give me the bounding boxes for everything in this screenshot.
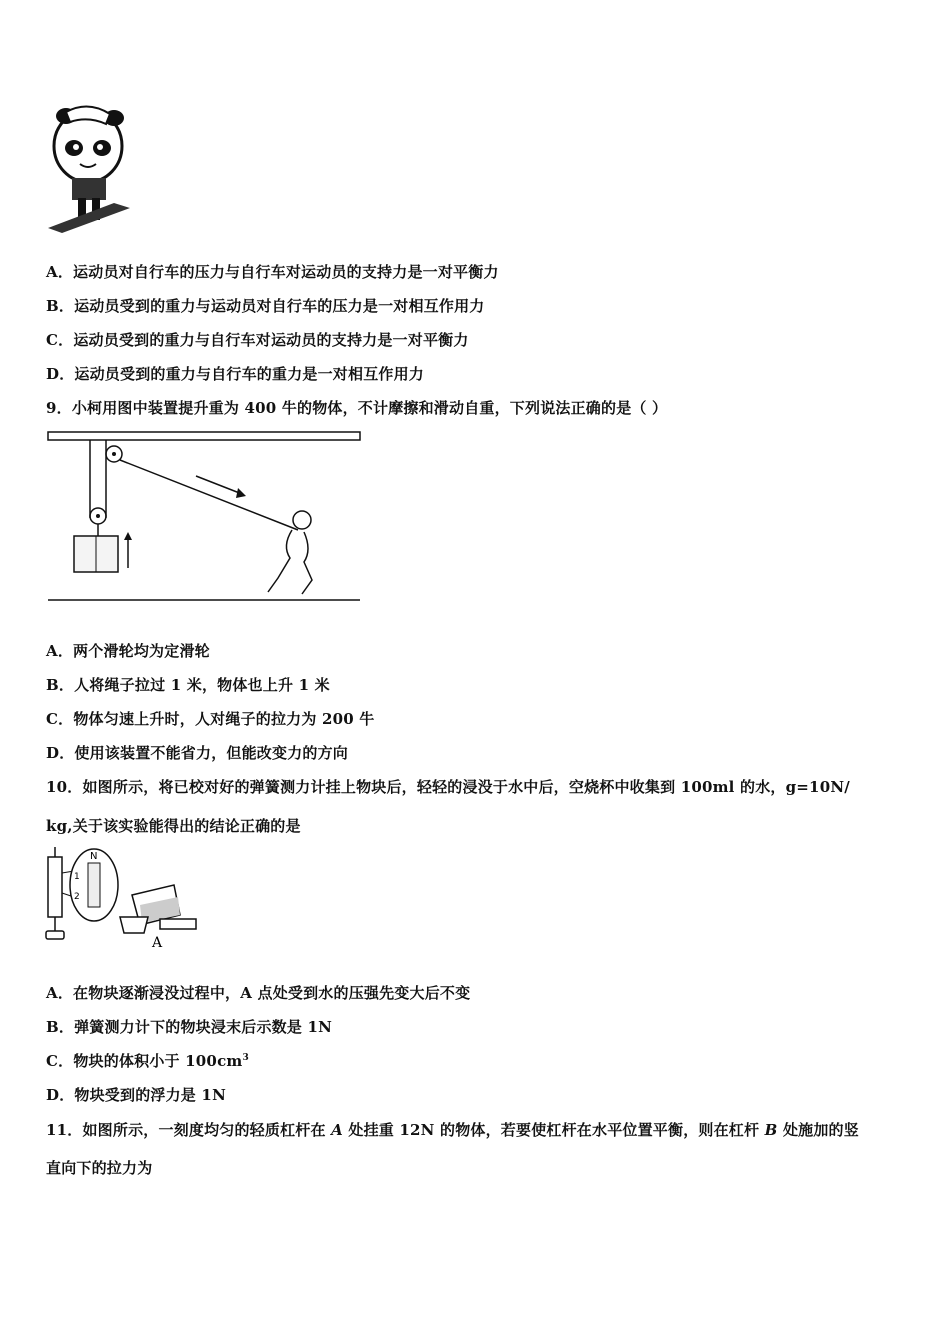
q10-option-c-sup: 3 xyxy=(242,1053,249,1063)
q10-option-d: D．物块受到的浮力是 1N xyxy=(46,1086,226,1104)
point-a-label: A xyxy=(152,935,163,950)
scale-label-n: N xyxy=(90,851,98,862)
q10-option-c-text: C．物块的体积小于 100cm xyxy=(46,1052,243,1070)
q8-option-d: D．运动员受到的重力与自行车的重力是一对相互作用力 xyxy=(46,365,425,383)
q11-point-b: B xyxy=(764,1121,778,1139)
spring-scale-figure xyxy=(44,845,204,950)
q11-point-a: A xyxy=(331,1121,343,1139)
q10-option-c xyxy=(46,1050,249,1071)
q8-option-c: C．运动员受到的重力与自行车对运动员的支持力是一对平衡力 xyxy=(46,331,469,349)
q10-option-a: A．在物块逐渐浸没过程中，A 点处受到水的压强先变大后不变 xyxy=(46,984,471,1002)
q11-stem-line2: 直向下的拉力为 xyxy=(46,1159,153,1177)
q11-stem-part3: 处施加的竖 xyxy=(777,1121,859,1139)
q9-stem: 9．小柯用图中装置提升重为 400 牛的物体，不计摩擦和滑动自重，下列说法正确的是（ ） xyxy=(46,399,668,417)
q11-stem-part1: 11．如图所示，一刻度均匀的轻质杠杆在 xyxy=(46,1121,332,1139)
q10-stem-line2: kg,关于该实验能得出的结论正确的是 xyxy=(46,817,301,835)
q10-stem-line1: 10．如图所示，将已校对好的弹簧测力计挂上物块后，轻轻的浸没于水中后，空烧杯中收集到 100ml 的水，g=10N/ xyxy=(46,778,850,796)
scale-mark-1: 1 xyxy=(74,872,80,882)
pulley-figure xyxy=(46,428,366,608)
scale-mark-2: 2 xyxy=(74,892,80,902)
q9-option-d: D．使用该装置不能省力，但能改变力的方向 xyxy=(46,744,349,762)
q11-stem-line1 xyxy=(46,1119,859,1140)
q9-option-b: B．人将绳子拉过 1 米，物体也上升 1 米 xyxy=(46,676,330,694)
q8-option-b: B．运动员受到的重力与运动员对自行车的压力是一对相互作用力 xyxy=(46,297,485,315)
q9-option-a: A．两个滑轮均为定滑轮 xyxy=(46,642,210,660)
q11-stem-part2: 处挂重 12N 的物体，若要使杠杆在水平位置平衡，则在杠杆 xyxy=(342,1121,765,1139)
q8-option-a: A．运动员对自行车的压力与自行车对运动员的支持力是一对平衡力 xyxy=(46,263,499,281)
cyclist-figure xyxy=(44,98,136,233)
q10-option-b: B．弹簧测力计下的物块浸末后示数是 1N xyxy=(46,1018,333,1036)
q9-option-c: C．物体匀速上升时，人对绳子的拉力为 200 牛 xyxy=(46,710,375,728)
